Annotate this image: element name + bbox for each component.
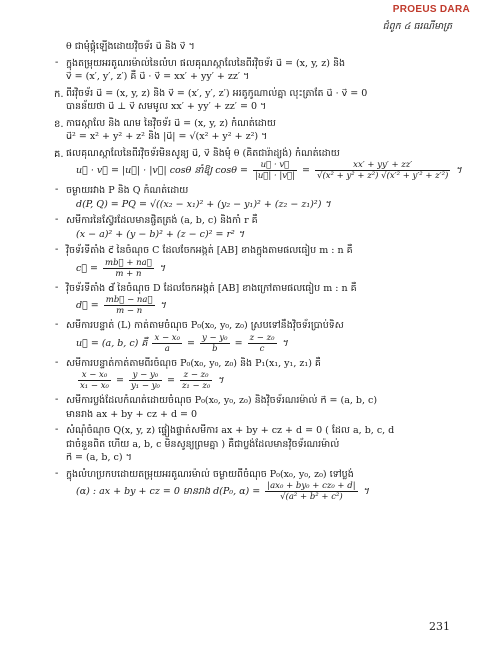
fraction-denominator: a bbox=[164, 343, 170, 354]
fraction-formula bbox=[66, 295, 454, 316]
item-marker: ក. bbox=[54, 88, 64, 100]
item-marker: - bbox=[55, 394, 59, 405]
fraction-denominator: √(x² + y² + z²) √(x′² + y′² + z′²) bbox=[317, 171, 449, 181]
fraction-formula bbox=[66, 481, 454, 502]
text-line: សមីការបន្ទាត់ (L) កាត់តាមចំណុច P₀(x₀, y₀, z₀) ស្របទៅនឹងវ៉ិចទ័រប្រាប់ទិស bbox=[66, 320, 344, 331]
fraction bbox=[104, 295, 155, 316]
formula-item bbox=[54, 117, 454, 144]
equals-sign: = bbox=[166, 375, 175, 386]
fraction-formula bbox=[66, 258, 454, 279]
text-line: សំណុំចំណុច Q(x, y, z) ផ្ទៀងផ្ទាត់សមីការ ax + by + cz + d = 0 ( ដែល a, b, c, d bbox=[66, 425, 395, 436]
formula-item bbox=[54, 214, 454, 241]
fraction-numerator: x − x₀ bbox=[78, 370, 111, 381]
formula-suffix: ។ bbox=[362, 486, 369, 497]
formula-item bbox=[54, 244, 454, 279]
equals-sign: = bbox=[115, 375, 124, 386]
fraction bbox=[200, 333, 230, 354]
fraction-numerator: mb⃗ + na⃗ bbox=[105, 257, 152, 268]
text-line: សមីការនៃស្វ៊ែរដែលមានផ្ចិតត្រង់ (a, b, c) និងកាំ r គឺ bbox=[66, 215, 258, 226]
text-line: ជាចំនួនពិត ហើយ a, b, c មិនសូន្យព្រមគ្នា ) គឺជាប្លង់ដែលមានវ៉ិចទ័រណរម៉ាល់ bbox=[66, 438, 340, 450]
formula-suffix: ។ bbox=[455, 165, 462, 176]
formula-prefix: u⃗ · v⃗ = |u⃗| · |v⃗| cosθ នាំឱ្យ cosθ = bbox=[76, 165, 248, 176]
equals-sign: = bbox=[302, 165, 310, 176]
equals-sign: = bbox=[234, 337, 243, 349]
text-line: θ ជាមុំផ្គុំឡើងដោយវ៉ិចទ័រ u⃗ និង v⃗ ។ bbox=[66, 41, 195, 52]
text-line: ផលគុណស្កាលែនៃពីរវ៉ិចទ័រមិនសូន្យ u⃗, v⃗ និងមុំ θ (គិតជារ៉ាដ្យង់) កំណត់ដោយ bbox=[66, 147, 340, 159]
formula-item bbox=[54, 57, 454, 84]
formula-item bbox=[54, 357, 454, 392]
chapter-header: ជំពូក ៤ ធរណីមាត្រ bbox=[382, 21, 452, 32]
text-line: ពីរវ៉ិចទ័រ u⃗ = (x, y, z) និង v⃗ = (x′, y′, z′) អរតូកូណាល់គ្នា លុះត្រាតែ u⃗ · v⃗ = 0 bbox=[66, 87, 368, 99]
fraction-denominator: b bbox=[212, 343, 218, 354]
fraction bbox=[265, 481, 357, 502]
fraction bbox=[180, 370, 212, 391]
text-line: n⃗ = (a, b, c) ។ bbox=[66, 452, 132, 463]
fraction-numerator: y − y₀ bbox=[129, 370, 162, 381]
fraction bbox=[315, 160, 450, 181]
fraction-formula bbox=[66, 370, 454, 391]
formula-line: (x − a)² + (y − b)² + (z − c)² = r² ។ bbox=[76, 228, 245, 240]
fraction-denominator: c bbox=[259, 343, 265, 354]
fraction-numerator: z − z₀ bbox=[249, 332, 275, 343]
formula-item bbox=[54, 40, 454, 54]
item-marker: - bbox=[55, 281, 59, 293]
fraction-numerator: y − y₀ bbox=[202, 332, 228, 343]
formula-suffix: ។ bbox=[158, 262, 166, 274]
item-marker: ខ. bbox=[54, 118, 64, 130]
watermark: PROEUS DARA bbox=[392, 4, 470, 15]
text-line: ការេស្កាលែ និង ណម នៃវ៉ិចទ័រ u⃗ = (x, y, z) កំណត់ដោយ bbox=[66, 117, 276, 129]
text-line: វ៉ិចទ័រទីតាំង c⃗ នៃចំណុច C ដែលចែកអង្កត់ [AB] ខាងក្នុងតាមផលធៀប m : n គឺ bbox=[66, 245, 353, 256]
item-marker: - bbox=[55, 467, 59, 479]
fraction-numerator: u⃗ · v⃗ bbox=[253, 160, 297, 171]
item-marker: គ. bbox=[54, 148, 64, 160]
fraction bbox=[129, 370, 162, 391]
fraction bbox=[78, 370, 111, 391]
formula-item bbox=[54, 87, 454, 114]
formula-line: d(P, Q) = PQ = √((x₂ − x₁)² + (y₂ − y₁)² + (z₂ − z₁)²) ។ bbox=[76, 198, 331, 210]
text-line: បានន័យថា u⃗ ⊥ v⃗ សមមូល xx′ + yy′ + zz′ = 0 ។ bbox=[66, 101, 267, 112]
page-content bbox=[54, 40, 462, 505]
item-marker: - bbox=[55, 184, 59, 195]
text-line: សមីការបន្ទាត់កាត់តាមពីរចំណុច P₀(x₀, y₀, z₀) និង P₁(x₁, y₁, z₁) គឺ bbox=[66, 357, 321, 369]
fraction-formula bbox=[66, 160, 462, 181]
text-line: ក្នុងលំហប្រកបដោយតម្រុយអរតូណរម៉ាល់ ចម្ងាយពីចំណុច P₀(x₀, y₀, z₀) ទៅប្លង់ bbox=[66, 468, 354, 480]
fraction-denominator: m + n bbox=[115, 268, 142, 279]
fraction-denominator: z₁ − z₀ bbox=[181, 381, 211, 391]
fraction bbox=[152, 333, 182, 354]
equals-sign: = bbox=[187, 337, 195, 349]
text-line: សមីការប្លង់ដែលកំណត់ដោយចំណុច P₀(x₀, y₀, z₀) និងវ៉ិចទ័រណរម៉ាល់ n⃗ = (a, b, c) bbox=[66, 395, 378, 406]
fraction bbox=[103, 258, 154, 279]
text-line: វ៉ិចទ័រទីតាំង d⃗ នៃចំណុច D ដែលចែកអង្កត់ [AB] ខាងក្រៅតាមផលធៀប m : n គឺ bbox=[66, 282, 357, 294]
fraction-formula bbox=[66, 333, 454, 354]
fraction-numerator: z − z₀ bbox=[180, 370, 212, 381]
formula-suffix: ។ bbox=[217, 375, 224, 386]
formula-item bbox=[54, 424, 454, 465]
fraction-numerator: |ax₀ + by₀ + cz₀ + d| bbox=[267, 481, 356, 491]
text-line: u⃗² = x² + y² + z² និង |u⃗| = √(x² + y² + z²) ។ bbox=[66, 131, 268, 142]
fraction-numerator: x − x₀ bbox=[154, 332, 180, 343]
formula-item bbox=[54, 319, 454, 354]
fraction-denominator: √(a² + b² + c²) bbox=[280, 492, 343, 502]
formula-item bbox=[54, 468, 454, 503]
formula-prefix: c⃗ = bbox=[76, 262, 99, 274]
formula-suffix: ។ bbox=[281, 337, 288, 349]
item-marker: - bbox=[55, 319, 59, 330]
formula-prefix: u⃗ = (a, b, c) គឺ bbox=[76, 337, 148, 349]
formula-prefix: (α) : ax + by + cz = 0 មានរាង d(P₀, α) = bbox=[76, 486, 261, 497]
formula-suffix: ។ bbox=[159, 300, 166, 311]
item-marker: - bbox=[55, 214, 59, 225]
formula-item bbox=[54, 147, 462, 182]
text-line: v⃗ = (x′, y′, z′) គឺ u⃗ · v⃗ = xx′ + yy′ + zz′ ។ bbox=[66, 71, 250, 82]
formula-item bbox=[54, 184, 454, 211]
item-marker: - bbox=[55, 356, 59, 368]
text-line: ក្នុងតម្រុយអរតូណរម៉ាល់នៃលំហ ផលគុណស្កាលែនៃពីរវ៉ិចទ័រ u⃗ = (x, y, z) និង bbox=[66, 57, 346, 69]
page-number: 231 bbox=[429, 620, 450, 633]
fraction-denominator: m − n bbox=[116, 306, 143, 316]
formula-item bbox=[54, 394, 454, 421]
fraction bbox=[248, 333, 277, 354]
fraction-denominator: y₁ − y₀ bbox=[130, 381, 160, 391]
item-marker: - bbox=[55, 244, 59, 255]
fraction bbox=[253, 160, 297, 181]
text-line: មានរាង ax + by + cz + d = 0 bbox=[66, 408, 198, 420]
formula-item bbox=[54, 282, 454, 317]
fraction-denominator: x₁ − x₀ bbox=[80, 381, 109, 391]
formula-prefix: d⃗ = bbox=[76, 300, 99, 311]
text-line: ចម្ងាយរវាង P និង Q កំណត់ដោយ bbox=[66, 185, 189, 196]
item-marker: - bbox=[55, 56, 59, 68]
item-marker: - bbox=[55, 424, 59, 435]
fraction-denominator: |u⃗| · |v⃗| bbox=[254, 171, 295, 181]
fraction-numerator: mb⃗ − na⃗ bbox=[105, 295, 153, 305]
fraction-numerator: xx′ + yy′ + zz′ bbox=[315, 160, 450, 171]
